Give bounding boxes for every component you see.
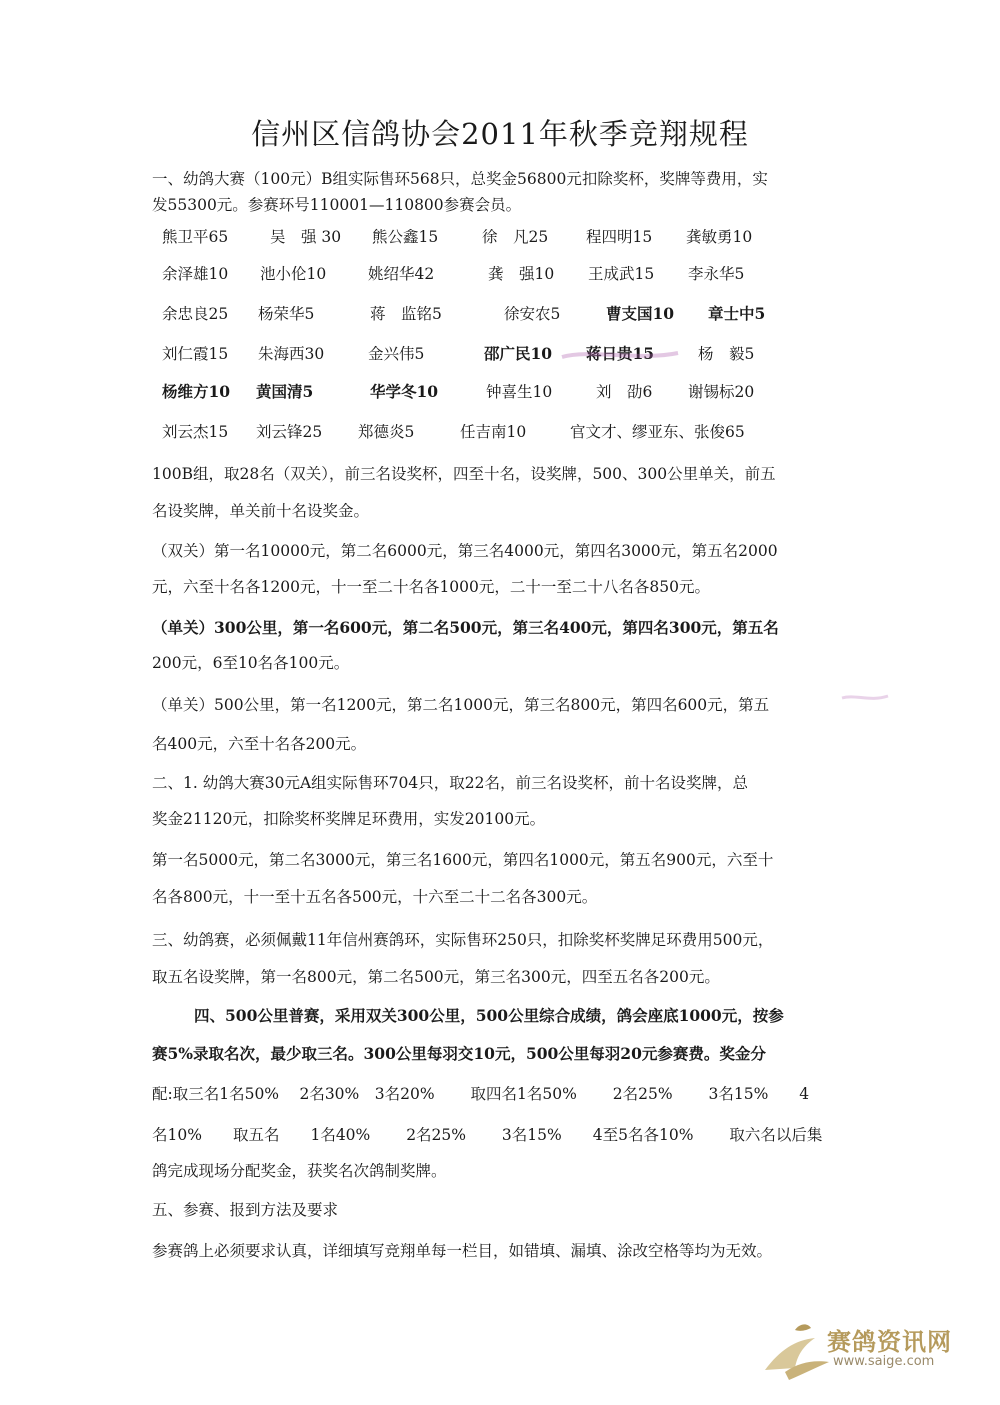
rule-line: 100B组，取28名（双关），前三名设奖杯，四至十名，设奖牌，500、300公里单关，前五	[152, 465, 776, 483]
document-title: 信州区信鸽协会2011年秋季竞翔规程	[251, 117, 749, 151]
member-entry: 龚 强10	[488, 265, 555, 283]
rule-line: 配:取三名1名50% 2名30% 3名20% 取四名1名50% 2名25% 3名15% 4	[152, 1085, 810, 1103]
member-row	[158, 262, 858, 286]
intro-line-2: 发55300元。参赛环号110001—110800参赛会员。	[152, 196, 522, 214]
rule-line: 参赛鸽上必须要求认真，详细填写竞翔单每一栏目，如错填、漏填、涂改空格等均为无效。	[152, 1242, 773, 1260]
member-entry: 谢锡标20	[688, 383, 755, 401]
member-entry: 任吉南10	[460, 423, 527, 441]
member-entry: 官文才、缪亚东、张俊65	[570, 423, 745, 441]
member-row	[158, 342, 858, 366]
member-entry: 蒋日贵15	[586, 344, 655, 363]
member-entry: 徐安农5	[504, 305, 561, 323]
member-entry: 王成武15	[588, 265, 655, 283]
member-entry: 杨维方10	[162, 382, 231, 401]
rule-line: 名设奖牌，单关前十名设奖金。	[152, 502, 370, 520]
rule-line: 奖金21120元，扣除奖杯奖牌足环费用，实发20100元。	[152, 810, 546, 828]
rule-line: 取五名设奖牌，第一名800元，第二名500元，第三名300元，四至五名各200元。	[152, 968, 720, 986]
member-entry: 杨 毅5	[698, 345, 755, 363]
pigeon-logo-icon	[755, 1310, 835, 1390]
member-entry: 熊公鑫15	[372, 228, 439, 246]
member-row	[158, 380, 858, 404]
member-row	[158, 420, 858, 444]
rule-line: 四、500公里普赛，采用双关300公里，500公里综合成绩，鸽会座底1000元，按参	[194, 1006, 784, 1025]
member-entry: 刘云锋25	[256, 423, 323, 441]
member-entry: 蒋 监铭5	[370, 305, 442, 323]
rule-line: 元，六至十名各1200元，十一至二十名各1000元，二十一至二十八名各850元。	[152, 578, 710, 596]
rule-line: 五、参赛、报到方法及要求	[152, 1201, 339, 1219]
rule-line: 赛5%录取名次，最少取三名。300公里每羽交10元，500公里每羽20元参赛费。奖金分	[152, 1044, 766, 1063]
member-entry: 余泽雄10	[162, 265, 229, 283]
rule-line: 名10% 取五名 1名40% 2名25% 3名15% 4至5名各10% 取六名以后集	[152, 1126, 823, 1144]
member-row	[158, 225, 858, 249]
member-entry: 吴 强 30	[270, 228, 342, 246]
site-watermark	[755, 1310, 965, 1390]
rule-line: （单关）300公里，第一名600元，第二名500元，第三名400元，第四名300元，第五名	[152, 618, 779, 637]
member-entry: 李永华5	[688, 265, 745, 283]
rule-line: 第一名5000元，第二名3000元，第三名1600元，第四名1000元，第五名900元，六至十	[152, 851, 774, 869]
watermark-url: www.saige.com	[833, 1354, 935, 1369]
rule-line: 三、幼鸽赛，必须佩戴11年信州赛鸽环，实际售环250只，扣除奖杯奖牌足环费用500元，	[152, 931, 774, 949]
watermark-name: 赛鸽资讯网	[827, 1328, 952, 1356]
member-entry: 邵广民10	[484, 344, 553, 363]
member-row	[158, 302, 858, 326]
member-entry: 池小伦10	[260, 265, 327, 283]
rule-line: 鸽完成现场分配奖金，获奖名次鸽制奖牌。	[152, 1162, 447, 1180]
member-entry: 朱海西30	[258, 345, 325, 363]
member-entry: 章士中5	[708, 304, 766, 323]
member-entry: 金兴伟5	[368, 345, 425, 363]
member-entry: 龚敏勇10	[686, 228, 753, 246]
rule-line: 200元，6至10名各100元。	[152, 654, 350, 672]
member-entry: 刘仁霞15	[162, 345, 229, 363]
member-entry: 钟喜生10	[486, 383, 553, 401]
member-entry: 余忠良25	[162, 305, 229, 323]
member-entry: 郑德炎5	[358, 423, 415, 441]
rule-line: （单关）500公里，第一名1200元，第二名1000元，第三名800元，第四名600元，第五	[152, 696, 770, 714]
rule-line: 名400元，六至十名各200元。	[152, 735, 367, 753]
intro-line-1: 一、幼鸽大赛（100元）B组实际售环568只，总奖金56800元扣除奖杯，奖牌等费用，实	[152, 170, 768, 188]
member-entry: 刘 劭6	[596, 383, 653, 401]
member-entry: 熊卫平65	[162, 228, 229, 246]
member-entry: 姚绍华42	[368, 265, 435, 283]
member-entry: 刘云杰15	[162, 423, 229, 441]
member-entry: 华学冬10	[370, 382, 439, 401]
rule-line: 名各800元，十一至十五名各500元，十六至二十二名各300元。	[152, 888, 598, 906]
member-entry bold: 曹支国10	[606, 304, 675, 323]
member-entry: 杨荣华5	[258, 305, 315, 323]
member-entry: 徐 凡25	[482, 228, 549, 246]
member-entry: 程四明15	[586, 228, 653, 246]
rule-line: （双关）第一名10000元，第二名6000元，第三名4000元，第四名3000元，第五名2000	[152, 542, 778, 560]
rule-line: 二、1. 幼鸽大赛30元A组实际售环704只，取22名，前三名设奖杯，前十名设奖牌，总	[152, 774, 748, 792]
member-entry: 黄国清5	[256, 382, 314, 401]
